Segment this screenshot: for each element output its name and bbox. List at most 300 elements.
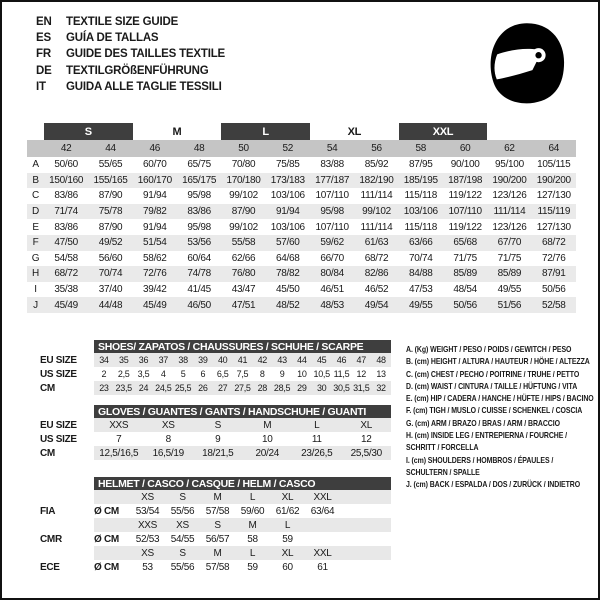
value-cell: 43/47 [231,284,256,296]
value-cell: M [213,491,222,503]
value-cell: 24,5 [155,383,172,393]
value-cell: 59/62 [320,237,344,249]
value-cell: 190/200 [536,174,571,186]
value-cell: 56/60 [98,252,123,264]
legend-line: F. (cm) TIGH / MUSLO / CUISSE / SCHENKEL / COSCIA [406,405,583,416]
value-cell: 111/114 [360,221,393,233]
value-cell: 12 [360,433,372,445]
size-group-cell: XL [347,125,362,138]
value-cell: 36 [138,355,149,365]
value-cell: 23 [99,383,109,393]
value-cell: XL [360,419,373,431]
value-cell: 37 [158,355,168,365]
value-cell: 30 [316,383,327,393]
value-cell: 79/82 [143,206,167,218]
value-cell: 47 [356,355,366,365]
value-cell: 187/198 [448,174,483,186]
shoes-table [27,340,391,395]
language-row [36,30,225,46]
helmet-data-row [27,504,391,518]
table-row [27,353,391,367]
value-cell: 62/66 [231,252,256,264]
value-cell: 52/58 [542,299,566,311]
value-cell: 32 [376,383,386,393]
size-header-cell: 64 [532,140,576,157]
value-cell: 9 [215,433,221,445]
value-cell: 46 [336,355,347,365]
measurement-row [27,297,576,313]
value-cell: 47/53 [409,284,433,296]
value-cell: 115/118 [404,221,438,233]
language-code: EN [36,16,52,28]
value-cell: 18/21,5 [202,447,234,459]
value-cell: 99/102 [229,190,258,202]
row-label [27,518,94,532]
value-cell: 47/51 [231,299,256,311]
value-cell: S [179,547,186,559]
legend-line: SCHRITT / FORCELLA [406,442,479,453]
row-band [94,518,391,532]
value-cell: 2,5 [117,369,130,379]
value-cell: 50/60 [54,159,78,171]
value-cell: 66/70 [320,252,344,264]
value-cell: 57/58 [205,561,230,573]
value-cell: 37/40 [98,284,123,296]
legend-line: G. (cm) ARM / BRAZO / BRAS / ARM / BRACCIO [406,417,560,428]
value-cell: 70/74 [98,268,123,280]
value-cell: XS [141,491,154,503]
value-cell: 53 [142,561,153,573]
language-row [36,46,225,62]
value-cell: 83/86 [54,190,78,202]
row-label: B [32,174,39,186]
value-cell: 13 [376,369,386,379]
language-title: GUÍA DE TALLAS [66,32,159,45]
value-cell: 95/98 [187,221,211,233]
value-cell: 87/95 [409,159,433,171]
helmet-sizes-row [27,490,391,504]
row-label: CM [40,382,55,394]
table-row [27,446,391,460]
value-cell: 45/49 [143,299,167,311]
value-cell: 45 [316,355,327,365]
racing-helmet-icon [484,18,572,110]
measurement-row [27,266,576,282]
value-cell: 6,5 [216,369,229,379]
size-header-cell: 60 [443,140,487,157]
value-cell: 45/49 [54,299,78,311]
row-band [94,381,391,395]
value-cell: 4 [160,369,166,379]
language-title: TEXTILGRÖßENFÜHRUNG [66,64,209,77]
size-group-cell [487,123,531,140]
row-label: J [33,299,38,311]
measurement-row [27,204,576,220]
value-cell: 84/88 [409,268,433,280]
value-cell: 7,5 [236,369,249,379]
value-cell: 103/106 [403,206,438,218]
row-band [94,560,391,574]
value-cell: 49/54 [364,299,389,311]
legend-line: D. (cm) WAIST / CINTURA / TAILLE / HÜFTUNG / VITA [406,380,578,391]
value-cell: 55/56 [170,505,195,517]
value-cell: 64/68 [276,252,300,264]
value-cell: S [179,491,186,503]
main-size-table [27,123,576,313]
measurement-legend [406,343,595,491]
measurement-row [27,188,576,204]
value-cell: 53/56 [187,237,211,249]
value-cell: 23/26,5 [301,447,333,459]
value-cell: 91/94 [276,206,300,218]
value-cell: 46/52 [364,284,389,296]
value-cell: 55/65 [98,159,123,171]
value-cell: 107/110 [315,221,349,233]
row-label [27,490,94,504]
measurement-row [27,157,576,173]
legend-line: I. (cm) SHOULDERS / HOMBROS / ÉPAULES / [406,454,554,465]
value-cell: 38 [178,355,188,365]
value-cell: 48/52 [276,299,300,311]
value-cell: 160/170 [137,174,172,186]
value-cell: 11,5 [333,369,350,379]
value-cell: L [284,519,291,531]
value-cell: 52/53 [135,533,160,545]
row-band [94,546,391,560]
value-cell: 7 [116,433,122,445]
value-cell: 68/72 [542,237,566,249]
value-cell: 83/88 [320,159,344,171]
value-cell: 56/57 [205,533,230,545]
language-title: GUIDE DES TAILLES TEXTILE [66,48,225,61]
row-label: EU SIZE [40,419,77,431]
value-cell: 61 [317,561,328,573]
value-cell: 29 [297,383,307,393]
value-cell: 71/74 [54,206,78,218]
value-cell: 45/50 [276,284,300,296]
value-cell: 10,5 [313,369,330,379]
row-band [94,490,391,504]
language-code: FR [36,48,51,61]
value-cell: 58/62 [143,252,167,264]
value-cell: S [214,519,221,531]
value-cell: L [249,491,256,503]
size-header-cell: 62 [487,140,531,157]
size-header-cell: 58 [399,140,443,157]
value-cell: 182/190 [359,174,394,186]
size-table-body [27,157,576,313]
value-cell: 11 [311,433,322,445]
language-code: IT [36,80,46,93]
language-title: GUIDA ALLE TAGLIE TESSILI [66,80,222,93]
legend-line: H. (cm) INSIDE LEG / ENTREPIERNA / FOURCHE / [406,430,568,441]
language-row [36,79,225,95]
value-cell: 48/54 [453,284,477,296]
value-cell: 76/80 [231,268,256,280]
value-cell: 6 [200,369,206,379]
value-cell: 71/75 [497,252,522,264]
unit-label: Ø CM [94,505,119,517]
value-cell: 165/175 [182,174,217,186]
value-cell: 78/82 [276,268,300,280]
value-cell: 103/106 [270,190,305,202]
helmet-data-row [27,532,391,546]
size-group-cell [27,123,44,140]
value-cell: 65/68 [453,237,477,249]
size-group-cell: L [221,123,310,140]
value-cell: M [263,419,272,431]
value-cell: M [248,519,257,531]
value-cell: 177/187 [315,174,350,186]
language-row [36,63,225,79]
value-cell: 49/52 [98,237,123,249]
value-cell: 31,5 [353,383,370,393]
table-row [27,432,391,446]
table-title: HELMET / CASCO / CASQUE / HELM / CASCO [94,477,391,490]
legend-line: C. (cm) CHEST / PECHO / POITRINE / TRUHE / PETTO [406,368,580,379]
value-cell: 51/54 [143,237,167,249]
value-cell: XL [281,491,294,503]
row-label: US SIZE [40,433,77,445]
table-header-row [27,405,391,418]
value-cell: 150/160 [49,174,84,186]
value-cell: 26 [198,383,208,393]
value-cell: 70/74 [409,252,433,264]
row-label: FIA [40,505,56,517]
value-cell: 12,5/16,5 [99,447,139,459]
value-cell: 50/56 [542,284,566,296]
value-cell: 190/200 [492,174,527,186]
value-cell: 70/80 [231,159,256,171]
language-code: DE [36,64,52,77]
value-cell: 23,5 [115,383,132,393]
table-header-row [27,477,391,490]
value-cell: 119/122 [448,190,482,202]
legend-line: B. (cm) HEIGHT / ALTURA / HAUTEUR / HÖHE / ALTEZZA [406,356,590,367]
value-cell: 48/53 [320,299,344,311]
value-cell: 60/70 [143,159,167,171]
value-cell: XXL [313,547,332,559]
value-cell: 91/94 [143,221,167,233]
value-cell: 72/76 [143,268,167,280]
size-header-spacer [27,140,44,157]
size-header-row [27,140,576,157]
value-cell: 80/84 [320,268,344,280]
value-cell: 20/24 [255,447,280,459]
size-header-cell: 42 [44,140,88,157]
gloves-table [27,405,391,460]
value-cell: 87/90 [98,190,123,202]
table-row [27,367,391,381]
value-cell: 61/62 [275,505,300,517]
row-band [94,446,391,460]
measurement-row [27,235,576,251]
value-cell: S [214,419,221,431]
value-cell: 43 [277,355,287,365]
value-cell: 63/66 [409,237,433,249]
measurement-row [27,173,576,189]
value-cell: 55/56 [170,561,195,573]
legend-line: A. (Kg) WEIGHT / PESO / POIDS / GEWITCH / PESO [406,344,572,354]
value-cell: 48 [376,355,386,365]
value-cell: 107/110 [448,206,482,218]
value-cell: 46/50 [187,299,211,311]
helmet-data-row [27,560,391,574]
value-cell: 99/102 [229,221,258,233]
row-band [94,353,391,367]
size-header-cell: 44 [88,140,132,157]
value-cell: 74/78 [187,268,211,280]
value-cell: 87/90 [231,206,256,218]
legend-line: J. (cm) BACK / ESPALDA / DOS / ZURÜCK / INDIETRO [406,479,581,490]
row-band [94,504,391,518]
size-header-cell: 56 [354,140,398,157]
value-cell: 27 [217,383,228,393]
value-cell: 68/72 [54,268,78,280]
size-header-cell: 46 [133,140,177,157]
value-cell: 51/56 [497,299,522,311]
value-cell: 39/42 [143,284,167,296]
value-cell: 127/130 [536,221,571,233]
value-cell: 30,5 [333,383,350,393]
value-cell: 40 [217,355,228,365]
value-cell: 123/126 [492,221,527,233]
value-cell: 83/86 [187,206,211,218]
value-cell: 35 [118,355,129,365]
value-cell: 90/100 [450,159,480,171]
value-cell: 185/195 [403,174,438,186]
value-cell: 8 [165,433,171,445]
value-cell: 41/45 [187,284,211,296]
row-label: EU SIZE [40,354,77,366]
value-cell: 10 [261,433,273,445]
measurement-row [27,219,576,235]
value-cell: 39 [198,355,208,365]
value-cell: 16,5/19 [152,447,184,459]
value-cell: 72/76 [542,252,566,264]
value-cell: L [249,547,256,559]
size-header-cell: 54 [310,140,354,157]
value-cell: 170/180 [226,174,261,186]
value-cell: 55/58 [231,237,256,249]
value-cell: 57/58 [205,505,230,517]
row-label: G [31,252,40,264]
helmet-table [27,477,391,574]
value-cell: 2 [101,369,107,379]
table-header-row [27,340,391,353]
measurement-row [27,282,576,298]
size-group-cell: XXL [399,123,488,140]
legend-line: E. (cm) HIP / CADERA / HANCHE / HÜFTE / HIPS / BACINO [406,393,594,404]
row-band [94,418,391,432]
size-group-cell: M [172,125,182,138]
value-cell: 10 [297,369,307,379]
value-cell: 57/60 [276,237,300,249]
row-label: E [32,221,39,233]
value-cell: 50/56 [453,299,477,311]
value-cell: 123/126 [492,190,527,202]
row-label: H [32,268,39,280]
size-header-cell: 48 [177,140,221,157]
value-cell: 5 [180,369,186,379]
value-cell: 87/91 [542,268,566,280]
value-cell: 25,5 [174,383,192,393]
row-band [94,432,391,446]
value-cell: 115/118 [404,190,438,202]
value-cell: 34 [99,355,109,365]
value-cell: 60 [282,561,293,573]
measurement-row [27,251,576,267]
value-cell: 99/102 [362,206,391,218]
value-cell: 105/115 [537,159,571,171]
table-title: GLOVES / GUANTES / GANTS / HANDSCHUHE / GUANTI [94,405,391,418]
value-cell: 65/75 [187,159,211,171]
row-label: D [32,206,39,218]
value-cell: 85/92 [364,159,389,171]
value-cell: 47/50 [54,237,78,249]
helmet-sizes-row [27,518,391,532]
row-band [94,367,391,381]
size-group-row [27,123,576,140]
value-cell: 61/63 [364,237,389,249]
table-row [27,381,391,395]
size-header-cell: 50 [221,140,265,157]
value-cell: 35/38 [54,284,78,296]
value-cell: 95/98 [320,206,344,218]
value-cell: 85/89 [453,268,477,280]
value-cell: 111/114 [493,206,526,218]
value-cell: 155/165 [93,174,128,186]
value-cell: 115/119 [537,206,571,218]
value-cell: 49/55 [497,284,522,296]
helmet-sizes-row [27,546,391,560]
value-cell: 127/130 [536,190,571,202]
value-cell: XS [141,547,154,559]
table-header-spacer [27,477,94,490]
value-cell: 91/94 [143,190,167,202]
value-cell: 173/183 [270,174,305,186]
row-label: I [34,284,37,296]
row-band [94,532,391,546]
value-cell: 95/98 [187,190,211,202]
unit-label: Ø CM [94,533,119,545]
value-cell: 103/106 [270,221,305,233]
value-cell: 41 [237,355,248,365]
language-title: TEXTILE SIZE GUIDE [66,16,179,28]
value-cell: 82/86 [364,268,389,280]
row-label: A [32,159,39,171]
value-cell: 54/55 [170,533,195,545]
row-label: F [32,237,39,249]
value-cell: XXS [109,419,129,431]
value-cell: 49/55 [409,299,433,311]
value-cell: 25,5/30 [350,447,382,459]
table-row [27,418,391,432]
value-cell: 95/100 [495,159,524,171]
value-cell: 8 [259,369,265,379]
row-label: CMR [40,533,62,545]
value-cell: 75/78 [98,206,123,218]
value-cell: 107/110 [315,190,349,202]
value-cell: 27,5 [234,383,251,393]
value-cell: XXL [313,491,332,503]
value-cell: 119/122 [448,221,482,233]
value-cell: 59 [282,533,293,545]
language-code: ES [36,32,51,45]
value-cell: 28,5 [273,383,291,393]
table-header-spacer [27,340,94,353]
value-cell: 71/75 [453,252,477,264]
